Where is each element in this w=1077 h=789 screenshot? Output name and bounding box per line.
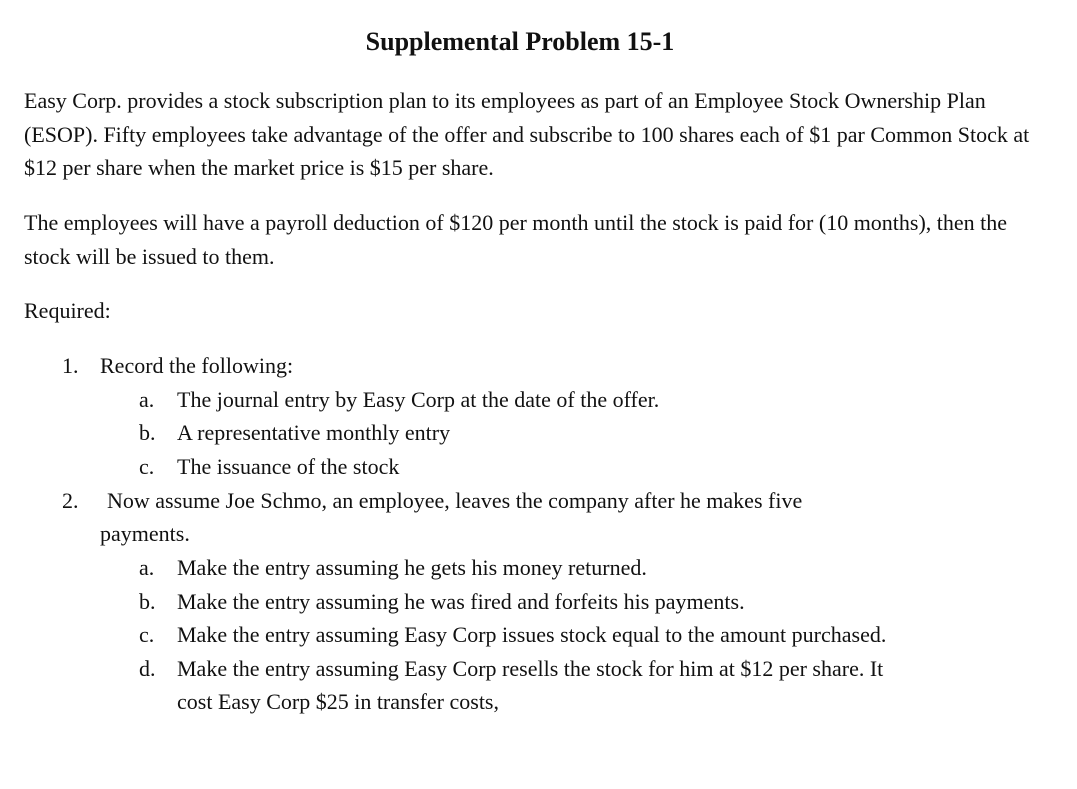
sub-item-text: Make the entry assuming he gets his money returned.: [177, 555, 647, 580]
sub-letter: b.: [139, 420, 156, 445]
sub-letter: a.: [139, 555, 155, 580]
required-label: Required:: [24, 298, 111, 323]
sub-item-text: Make the entry assuming Easy Corp resells the stock for him at $12 per share. It: [177, 656, 884, 681]
list-item-text: Now assume Joe Schmo, an employee, leaves the company after he makes five: [107, 488, 803, 513]
page-title: Supplemental Problem 15-1: [365, 27, 675, 56]
sub-letter: a.: [139, 387, 155, 412]
sub-item-text: The issuance of the stock: [177, 454, 400, 479]
sub-letter: b.: [139, 589, 156, 614]
sub-item-text: The journal entry by Easy Corp at the date of the offer.: [177, 387, 660, 412]
sub-item-text: Make the entry assuming Easy Corp issues stock equal to the amount purchased.: [177, 622, 887, 647]
sub-item-text: A representative monthly entry: [177, 420, 451, 445]
intro-paragraph: Easy Corp. provides a stock subscription plan to its employees as part of an Employee Stock Ownership Plan (ESOP). Fifty employees take advantage of the offer and subscribe to 100 shares each of $1 par Common Stock at $12 per share when the market price is $15 per share.: [24, 88, 1030, 180]
list-item-text: Record the following:: [100, 353, 294, 378]
payroll-paragraph: The employees will have a payroll deduction of $120 per month until the stock is paid for (10 months), then the stock will be issued to them.: [24, 210, 1008, 269]
sub-item-text-continued: cost Easy Corp $25 in transfer costs,: [177, 689, 499, 714]
sub-letter: c.: [139, 622, 155, 647]
list-number: 1.: [62, 353, 79, 378]
sub-letter: d.: [139, 656, 156, 681]
list-number: 2.: [62, 488, 79, 513]
sub-item-text: Make the entry assuming he was fired and forfeits his payments.: [177, 589, 745, 614]
list-item-text-continued: payments.: [100, 521, 190, 546]
sub-letter: c.: [139, 454, 155, 479]
